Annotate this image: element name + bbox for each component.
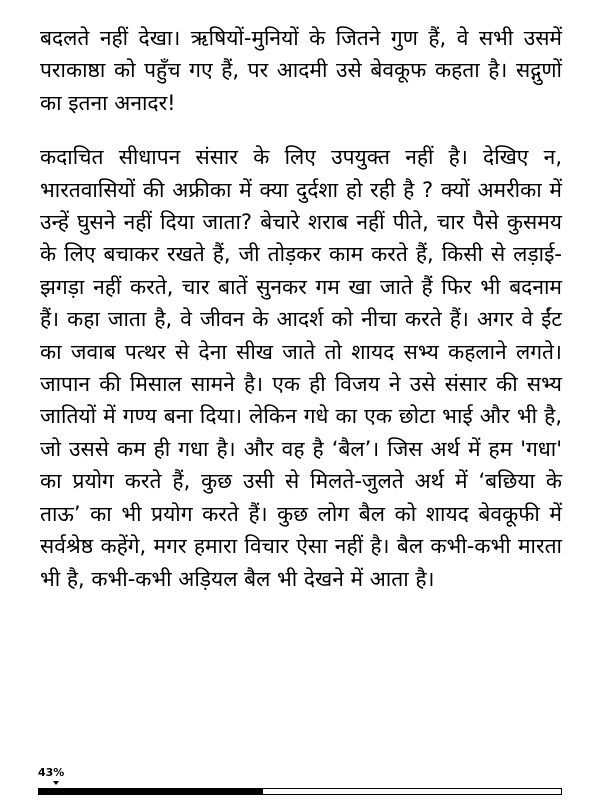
progress-percent-label: 43% — [38, 766, 65, 779]
reading-progress-footer — [38, 766, 562, 800]
reading-pane[interactable] — [40, 22, 562, 595]
progress-marker-icon — [53, 781, 59, 785]
progress-bar-fill — [39, 789, 263, 794]
paragraph-2: कदाचित सीधापन संसार के लिए उपयुक्त नहीं है। देखिए न, भारतवासियों की अफ्रीका में क्या दुर्दशा हो रही है ? क्यों अमरीका में उन्हें घुसने नहीं दिया जाता? बेचारे शराब नहीं पीते, चार पैसे कुसमय के लिए बचाकर रखते हैं, जी तोड़कर काम करते हैं, किसी से लड़ाई-झगड़ा नहीं करते, चार बातें सुनकर गम खा जाते हैं फिर भी बदनाम हैं। कहा जाता है, वे जीवन के आदर्श को नीचा करते हैं। अगर वे ईंट का जवाब पत्थर से देना सीख जाते तो शायद सभ्य कहलाने लगते। जापान की मिसाल सामने है। एक ही विजय ने उसे संसार की सभ्य जातियों में गण्य बना दिया। लेकिन गधे का एक छोटा भाई और भी है, जो उससे कम ही गधा है। और वह है ‘बैल’। जिस अर्थ में हम 'गधा' का प्रयोग करते हैं, कुछ उसी से मिलते-जुलते अर्थ में ‘बछिया के ताऊ’ का भी प्रयोग करते हैं। कुछ लोग बैल को शायद बेवकूफी में सर्वश्रेष्ठ कहेंगे, मगर हमारा विचार ऐसा नहीं है। बैल कभी-कभी मारता भी है, कभी-कभी अड़ियल बैल भी देखने में आता है। — [40, 145, 562, 591]
paragraph-1: बदलते नहीं देखा। ऋषियों-मुनियों के जितने गुण हैं, वे सभी उसमें पराकाष्ठा को पहुँच गए हैं, पर आदमी उसे बेवकूफ कहता है। सद्गुणों का इतना अनादर! — [40, 26, 562, 115]
progress-bar[interactable] — [38, 788, 562, 795]
